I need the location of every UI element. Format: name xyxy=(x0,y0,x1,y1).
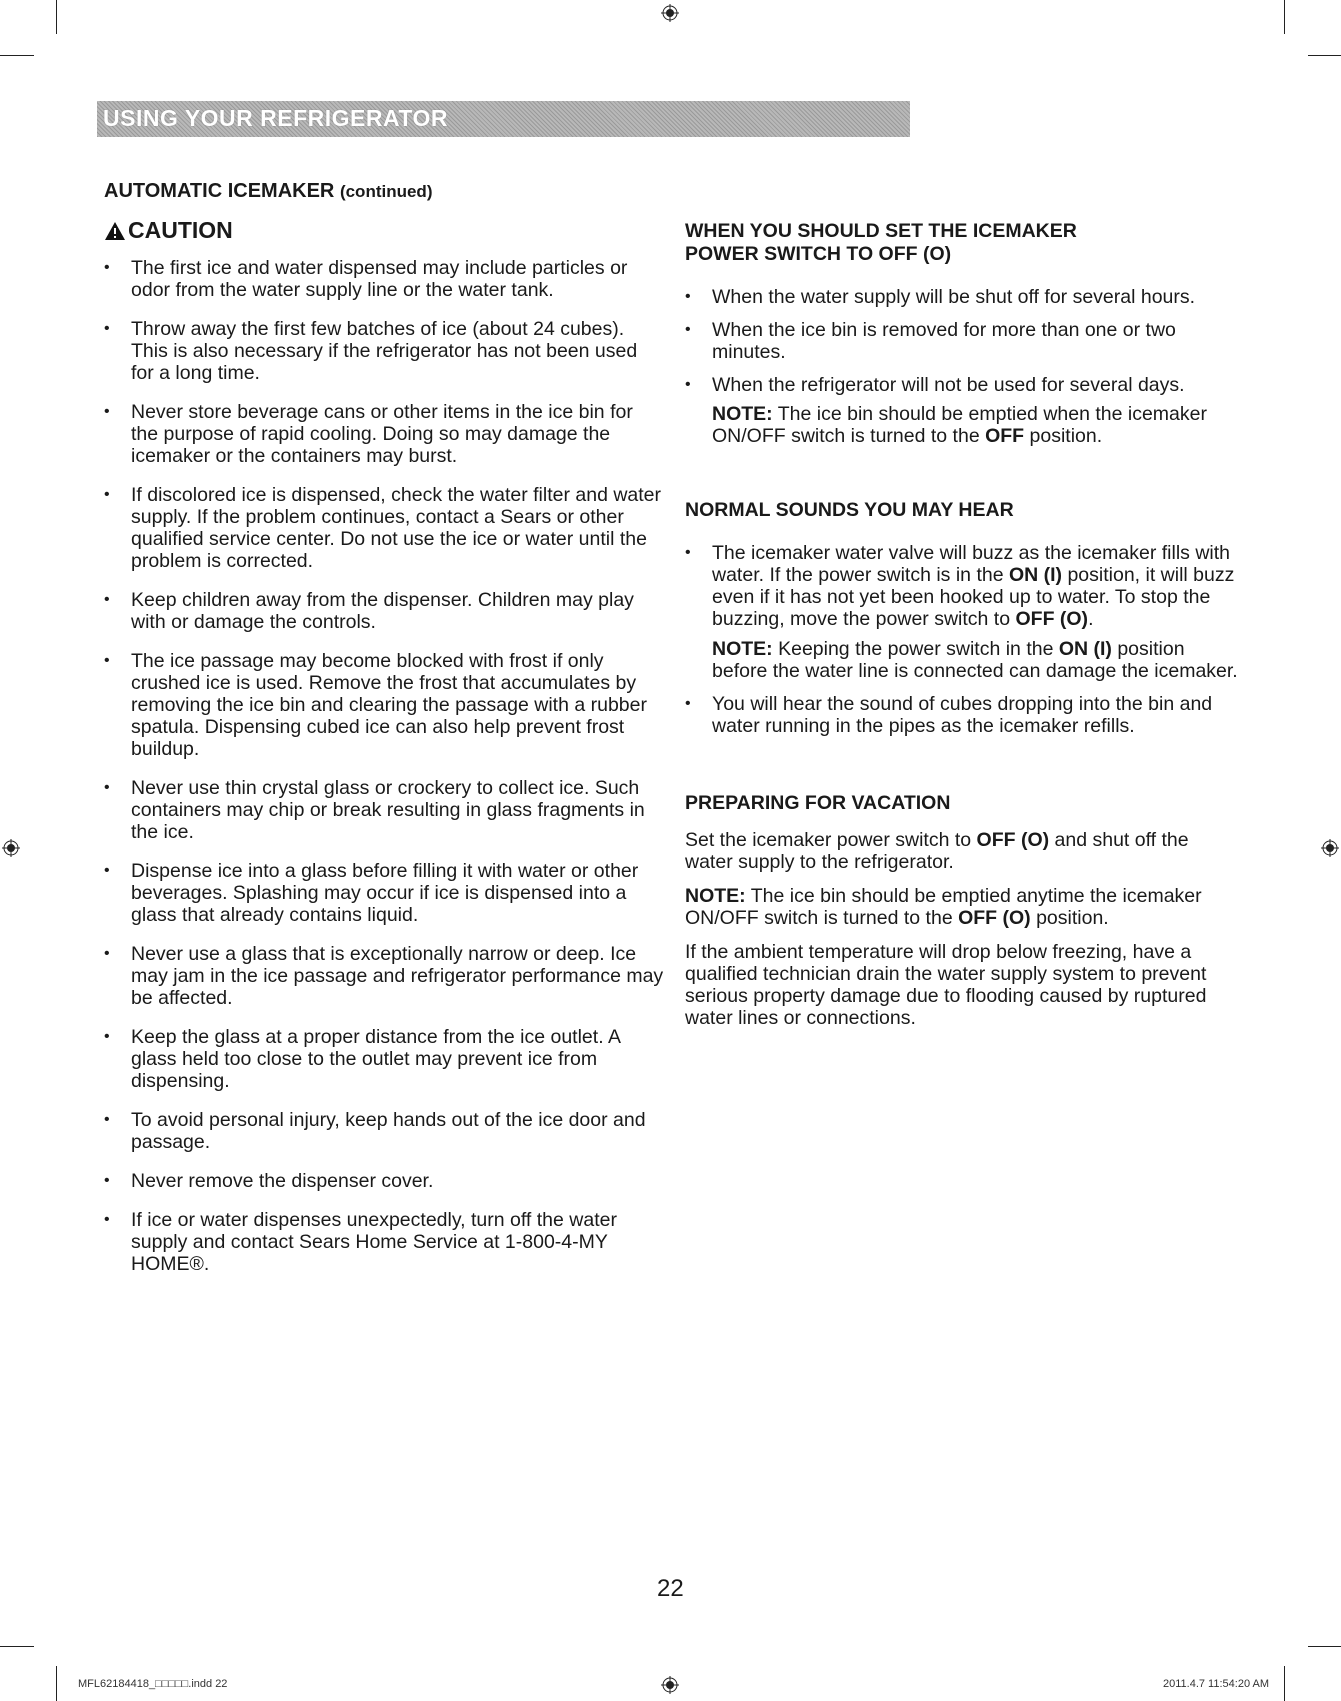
note-text: The ice bin should be emptied when the icemaker ON/OFF switch is turned to the xyxy=(712,403,1207,447)
list-item: • To avoid personal injury, keep hands out of the ice door and passage. xyxy=(104,1109,664,1153)
list-item: • Never use a glass that is exceptionally narrow or deep. Ice may jam in the ice passage and refrigerator performance may be affected. xyxy=(104,943,664,1009)
paragraph-text: and shut off the water supply to the refrigerator. xyxy=(685,829,1189,873)
vacation-paragraph xyxy=(685,829,1240,873)
vacation-section-title: PREPARING FOR VACATION xyxy=(685,792,951,814)
off-section-title xyxy=(685,220,1240,266)
note-text: position before the water line is connected can damage the icemaker. xyxy=(712,638,1238,682)
note-bold: OFF xyxy=(985,425,1025,447)
section-title-text: AUTOMATIC ICEMAKER xyxy=(104,180,335,202)
list-item-text: . xyxy=(1088,608,1094,630)
registration-mark-icon xyxy=(661,4,679,22)
registration-mark-icon xyxy=(2,839,20,857)
list-item xyxy=(685,542,1240,630)
warning-triangle-icon xyxy=(104,221,126,241)
list-item: • Never store beverage cans or other items in the ice bin for the purpose of rapid cooling. Doing so may damage the icemaker or the containers may burst. xyxy=(104,401,664,467)
list-item: • If discolored ice is dispensed, check the water filter and water supply. If the problem continues, contact a Sears or other qualified service center. Do not use the ice or water until the problem is corrected. xyxy=(104,484,664,572)
list-item: • Keep the glass at a proper distance from the ice outlet. A glass held too close to the outlet may prevent ice from dispensing. xyxy=(104,1026,664,1092)
note-text: The ice bin should be emptied anytime the icemaker ON/OFF switch is turned to the xyxy=(685,885,1202,929)
list-item: • Never remove the dispenser cover. xyxy=(104,1170,664,1192)
sounds-section-note xyxy=(685,638,1240,682)
crop-mark xyxy=(1284,1666,1285,1701)
note-label: NOTE: xyxy=(712,638,773,660)
footer-timestamp: 2011.4.7 11:54:20 AM xyxy=(1163,1678,1270,1690)
list-item-bold: ON (I) xyxy=(1008,564,1063,586)
note-text: position. xyxy=(1024,425,1103,447)
crop-mark xyxy=(56,1666,57,1701)
list-item: • Throw away the first few batches of ice (about 24 cubes). This is also necessary if the refrigerator has not been used for a long time. xyxy=(104,318,664,384)
list-item: • Dispense ice into a glass before filling it with water or other beverages. Splashing may occur if ice is dispensed into a glass that already contains liquid. xyxy=(104,860,664,926)
crop-mark xyxy=(0,1646,34,1647)
registration-mark-icon xyxy=(1321,839,1339,857)
off-section-list xyxy=(685,286,1240,396)
caution-label: CAUTION xyxy=(128,217,233,243)
footer-file-info: MFL62184418_□□□□□.indd 22 xyxy=(78,1678,228,1690)
note-bold: OFF (O) xyxy=(958,907,1031,929)
sounds-section-list-2 xyxy=(685,693,1240,737)
crop-mark xyxy=(1308,55,1341,56)
right-column xyxy=(685,220,1240,1039)
paragraph-text: Set the icemaker power switch to xyxy=(685,829,977,851)
note-bold: ON (I) xyxy=(1058,638,1112,660)
list-item: • The ice passage may become blocked with frost if only crushed ice is used. Remove the frost that accumulates by removing the ice bin and clearing the passage with a rubber spatula. Dispensing cubed ice can also help prevent frost buildup. xyxy=(104,650,664,760)
banner-title: USING YOUR REFRIGERATOR xyxy=(103,105,449,131)
note-text: position. xyxy=(1030,907,1109,929)
list-item-bold: OFF (O) xyxy=(1015,608,1089,630)
list-item: • When the refrigerator will not be used for several days. xyxy=(685,374,1240,396)
crop-mark xyxy=(0,55,34,56)
note-label: NOTE: xyxy=(712,403,773,425)
crop-mark xyxy=(56,0,57,34)
caution-list xyxy=(104,257,664,1275)
crop-mark xyxy=(1284,0,1285,34)
note-text: Keeping the power switch in the xyxy=(772,638,1059,660)
crop-mark xyxy=(1308,1646,1341,1647)
vacation-paragraph: If the ambient temperature will drop below freezing, have a qualified technician drain the water supply system to prevent serious property damage due to flooding caused by ruptured water lines or connections. xyxy=(685,941,1207,1029)
paragraph-bold: OFF (O) xyxy=(976,829,1050,851)
caution-heading xyxy=(104,217,664,244)
registration-mark-icon xyxy=(661,1676,679,1694)
section-banner xyxy=(97,101,910,137)
off-section-note xyxy=(685,403,1240,447)
list-item: • When the ice bin is removed for more than one or two minutes. xyxy=(685,319,1240,363)
list-item: • Keep children away from the dispenser. Children may play with or damage the controls. xyxy=(104,589,664,633)
list-item: • The first ice and water dispensed may include particles or odor from the water supply line or the water tank. xyxy=(104,257,664,301)
note-label: NOTE: xyxy=(685,885,746,907)
list-item: • If ice or water dispenses unexpectedly, turn off the water supply and contact Sears Home Service at 1-800-4-MY HOME®. xyxy=(104,1209,664,1275)
list-item: • You will hear the sound of cubes dropping into the bin and water running in the pipes as the icemaker refills. xyxy=(685,693,1240,737)
off-section-title-line1: WHEN YOU SHOULD SET THE ICEMAKER xyxy=(685,220,1077,242)
section-title xyxy=(104,180,664,203)
list-item: • Never use thin crystal glass or crockery to collect ice. Such containers may chip or break resulting in glass fragments in the ice. xyxy=(104,777,664,843)
sounds-section-title: NORMAL SOUNDS YOU MAY HEAR xyxy=(685,499,1014,521)
list-item-text: position, it will buzz even if it has not yet been hooked up to water. To stop the buzzing, move the power switch to xyxy=(712,564,1235,630)
list-item-text: The icemaker water valve will buzz as the icemaker fills with water. If the power switch is in the xyxy=(712,542,1231,586)
page-number: 22 xyxy=(657,1575,684,1602)
vacation-note xyxy=(685,885,1240,929)
list-item: • When the water supply will be shut off for several hours. xyxy=(685,286,1240,308)
left-column xyxy=(104,180,664,1292)
off-section-title-line2: POWER SWITCH TO OFF (O) xyxy=(685,243,952,265)
section-title-suffix: (continued) xyxy=(339,182,433,201)
sounds-section-list xyxy=(685,542,1240,630)
